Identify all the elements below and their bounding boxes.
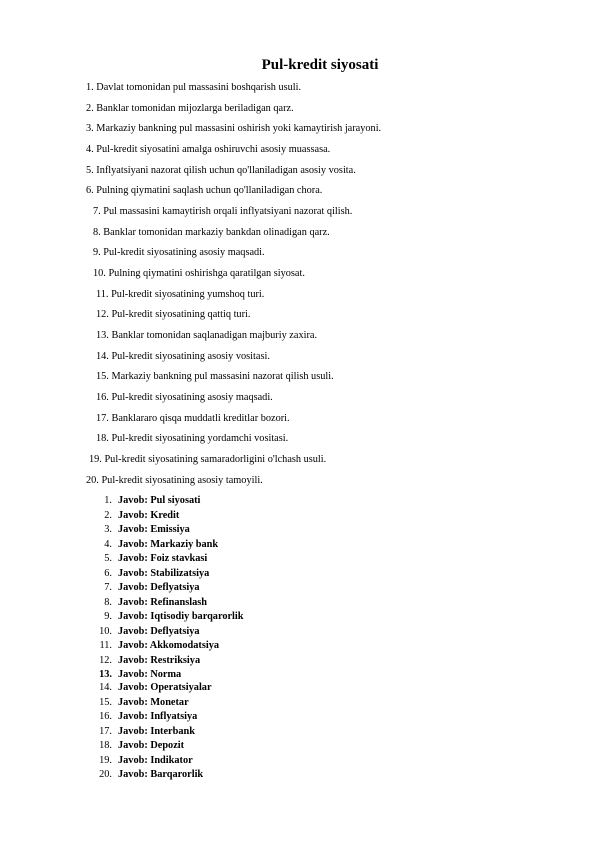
answer-item [92,626,200,638]
answer-item [92,510,179,522]
question-item: 18. Pul-kredit siyosatining yordamchi vositasi. [96,433,289,444]
answer-item [92,655,200,667]
answer-item [92,755,193,767]
answer-text: Javob: Inflyatsiya [118,711,198,722]
question-item: 12. Pul-kredit siyosatining qattiq turi. [96,309,251,320]
answer-number: 15. [99,697,112,708]
answer-text: Javob: Deflyatsiya [118,582,200,593]
answer-text: Javob: Interbank [118,726,195,737]
answer-item [92,568,209,580]
answer-number: 12. [99,655,112,666]
answer-number: 20. [99,769,112,780]
answer-number: 5. [104,553,112,564]
question-item: 1. Davlat tomonidan pul massasini boshqarish usuli. [86,82,302,93]
answer-number: 17. [99,726,112,737]
answer-item [92,769,203,781]
answer-item [92,582,200,594]
question-item: 15. Markaziy bankning pul massasini nazorat qilish usuli. [96,371,334,382]
question-item: 7. Pul massasini kamaytirish orqali inflyatsiyani nazorat qilish. [93,206,353,217]
question-item: 3. Markaziy bankning pul massasini oshirish yoki kamaytirish jarayoni. [86,123,382,134]
question-item: 20. Pul-kredit siyosatining asosiy tamoyili. [86,475,263,486]
answer-number: 14. [99,682,112,693]
answer-number: 1. [104,495,112,506]
question-item: 13. Banklar tomonidan saqlanadigan majburiy zaxira. [96,330,318,341]
answer-text: Javob: Kredit [118,510,180,521]
answer-number: 13. [99,669,112,680]
answer-text: Javob: Refinanslash [118,597,207,608]
question-item: 5. Inflyatsiyani nazorat qilish uchun qo'llaniladigan asosiy vosita. [86,165,356,176]
answer-item [92,726,195,738]
answer-text: Javob: Pul siyosati [118,495,201,506]
answer-item [92,553,207,565]
answer-item [92,682,212,694]
answer-item [92,597,207,609]
answer-number: 16. [99,711,112,722]
answer-text: Javob: Markaziy bank [118,539,219,550]
answer-text: Javob: Restriksiya [118,655,201,666]
answer-text: Javob: Monetar [118,697,189,708]
answer-number: 2. [104,510,112,521]
answer-item [92,711,197,723]
question-item: 14. Pul-kredit siyosatining asosiy vositasi. [96,351,270,362]
answer-number: 8. [104,597,112,608]
answer-item [92,611,244,623]
answer-text: Javob: Stabilizatsiya [118,568,210,579]
answer-text: Javob: Indikator [118,755,193,766]
answer-number: 11. [99,640,112,651]
question-item: 9. Pul-kredit siyosatining asosiy maqsadi. [93,247,265,258]
answer-text: Javob: Depozit [118,740,185,751]
answer-item [92,740,184,752]
answer-text: Javob: Akkomodatsiya [118,640,219,651]
question-item: 6. Pulning qiymatini saqlash uchun qo'llaniladigan chora. [86,185,323,196]
question-item: 2. Banklar tomonidan mijozlarga beriladigan qarz. [86,103,294,114]
answer-number: 18. [99,740,112,751]
answer-item [92,640,219,652]
question-item: 16. Pul-kredit siyosatining asosiy maqsadi. [96,392,273,403]
answer-text: Javob: Emissiya [118,524,190,535]
question-item: 11. Pul-kredit siyosatining yumshoq turi. [96,289,265,300]
answer-item [92,495,200,507]
question-item: 8. Banklar tomonidan markaziy bankdan olinadigan qarz. [93,227,330,238]
answer-item [92,524,190,536]
answer-item [92,539,218,551]
answer-number: 10. [99,626,112,637]
answer-item [92,669,181,681]
question-item: 10. Pulning qiymatini oshirishga qaratilgan siyosat. [93,268,305,279]
answer-number: 19. [99,755,112,766]
answer-text: Javob: Deflyatsiya [118,626,200,637]
answer-text: Javob: Barqarorlik [118,769,204,780]
question-item: 4. Pul-kredit siyosatini amalga oshiruvchi asosiy muassasa. [86,144,331,155]
answer-item [92,697,189,709]
page-title: Pul-kredit siyosati [261,57,379,73]
answer-text: Javob: Norma [118,669,182,680]
answer-number: 4. [104,539,112,550]
answer-number: 9. [104,611,112,622]
answer-text: Javob: Operatsiyalar [118,682,212,693]
answer-text: Javob: Iqtisodiy barqarorlik [118,611,244,622]
answer-text: Javob: Foiz stavkasi [118,553,208,564]
question-item: 19. Pul-kredit siyosatining samaradorligini o'lchash usuli. [89,454,327,465]
answer-number: 6. [104,568,112,579]
question-item: 17. Banklararo qisqa muddatli kreditlar bozori. [96,413,290,424]
answer-number: 3. [104,524,112,535]
answer-number: 7. [104,582,112,593]
